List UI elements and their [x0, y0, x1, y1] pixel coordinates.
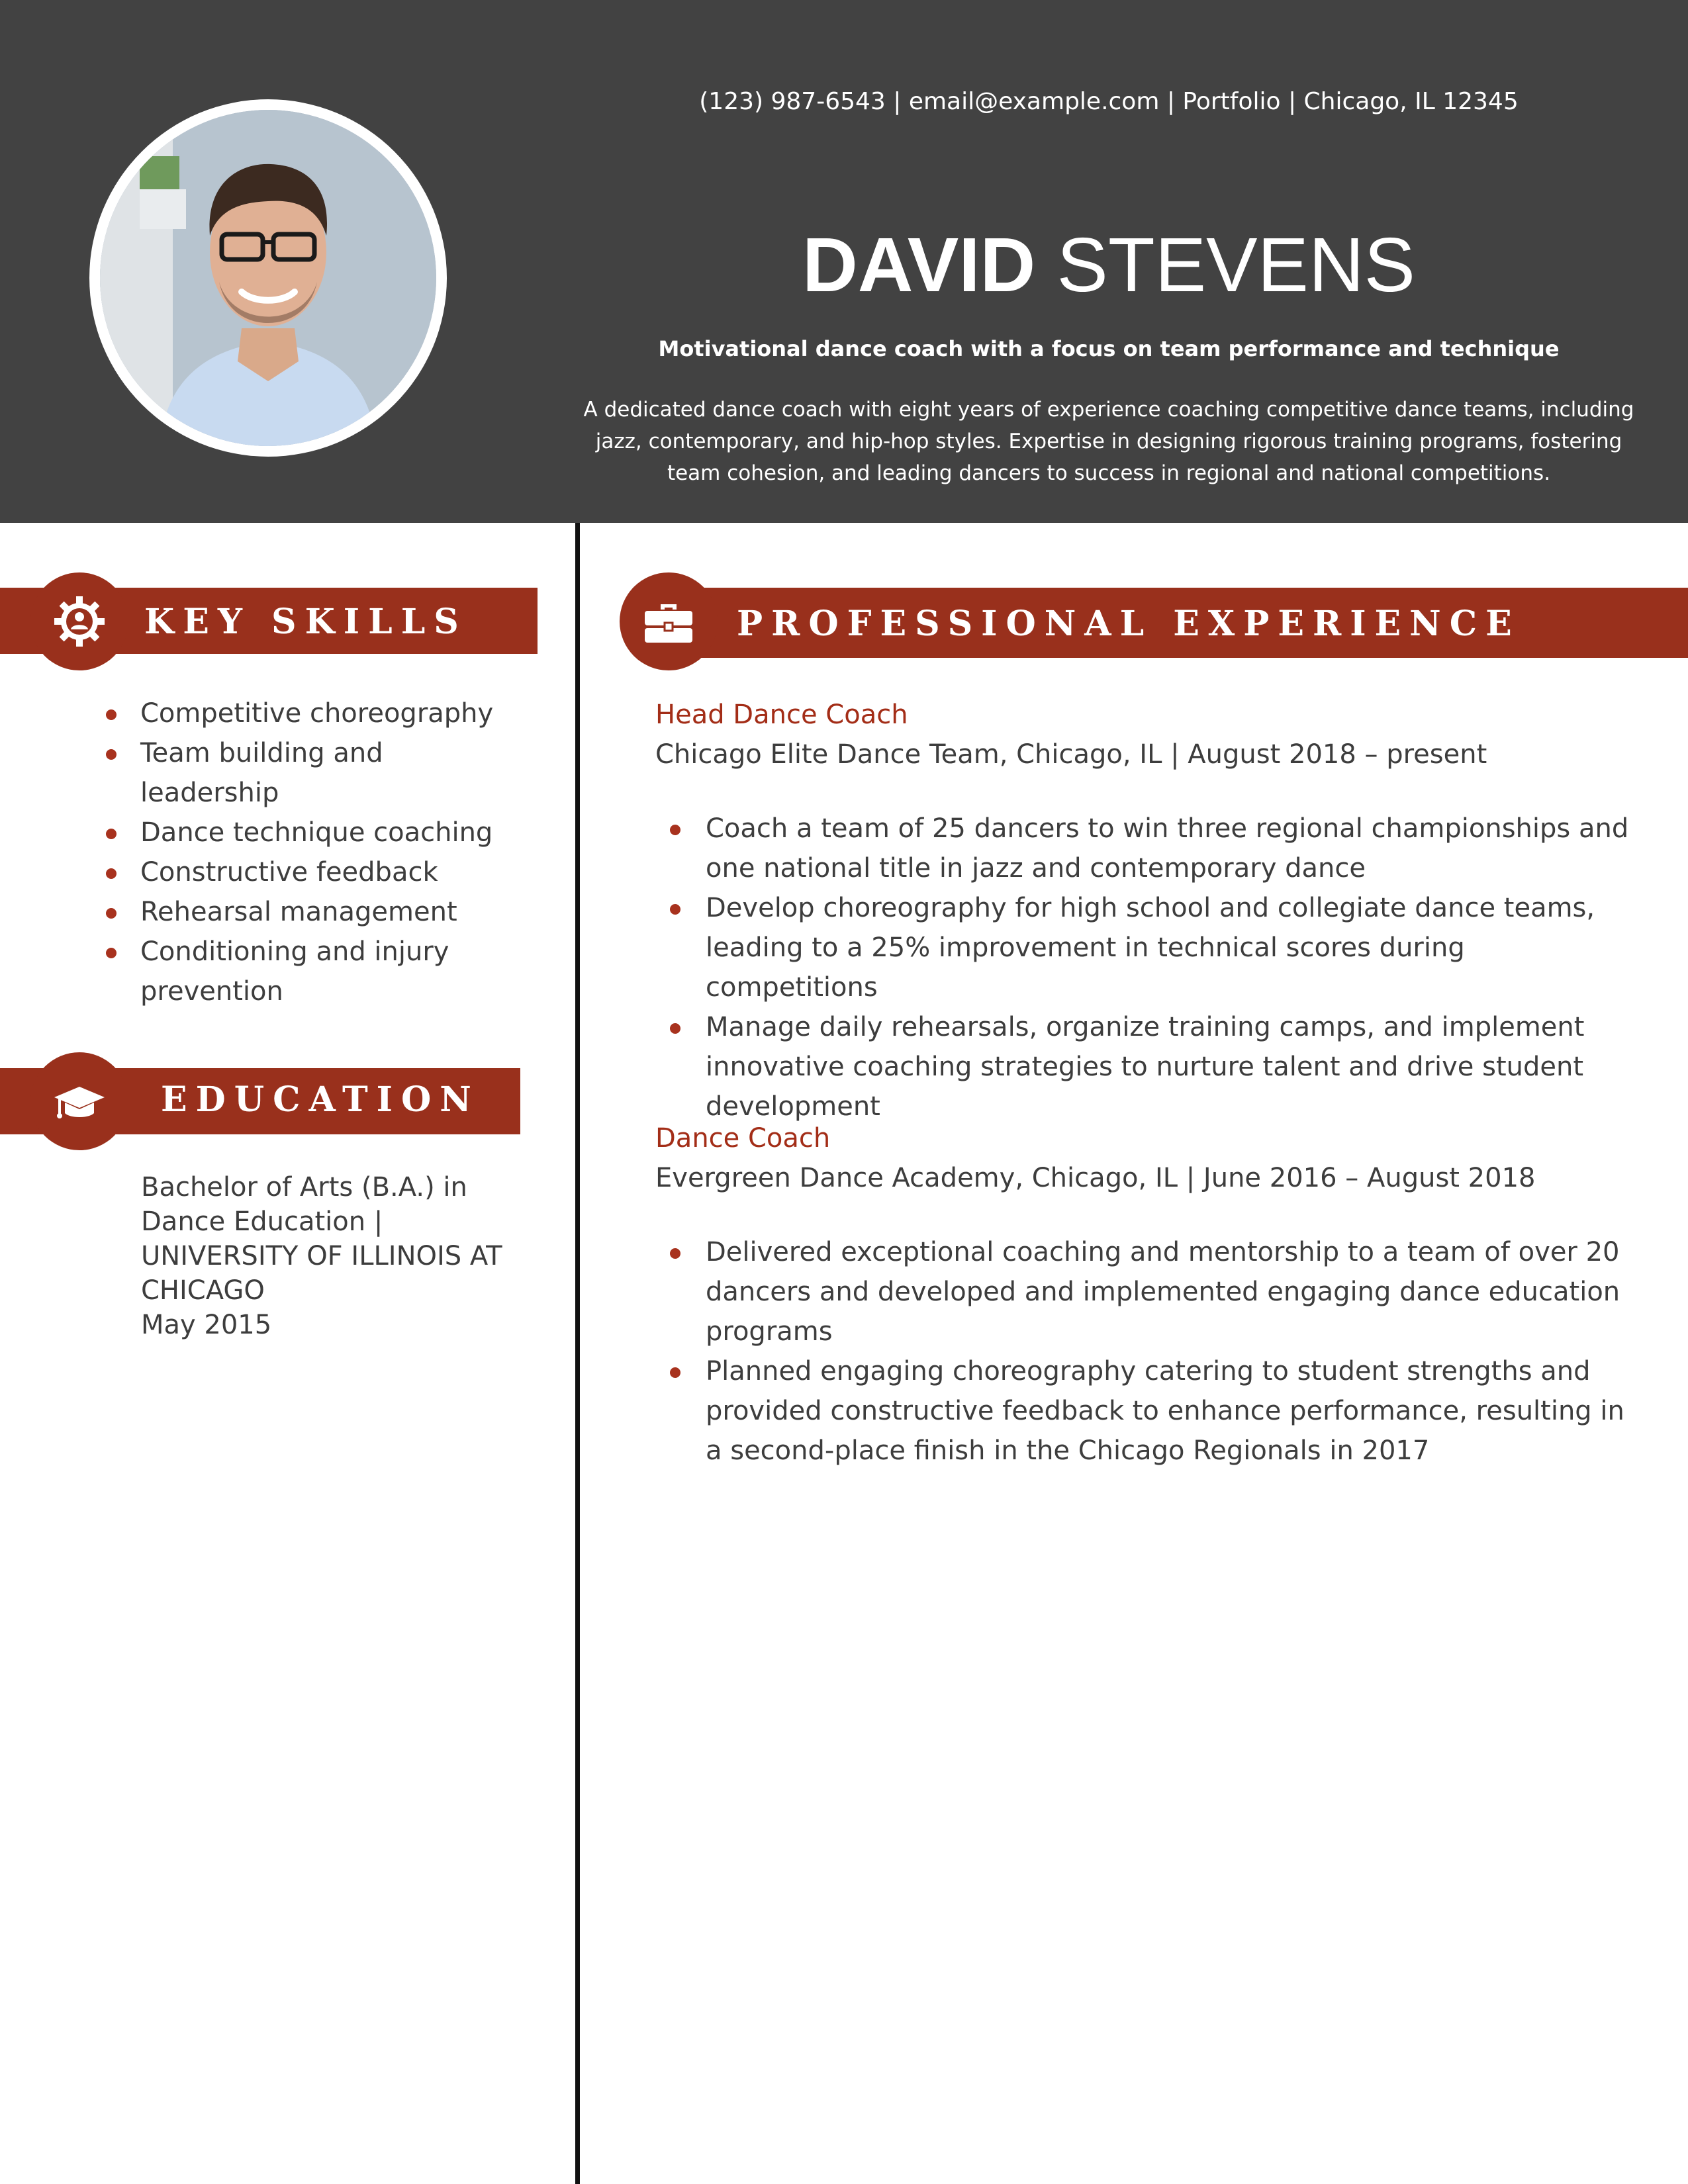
skill-item: Competitive choreography [106, 694, 543, 733]
skills-list [106, 694, 543, 1011]
resume-header [0, 0, 1688, 523]
column-divider [575, 523, 580, 2184]
skill-item: Conditioning and injury prevention [106, 932, 485, 1011]
profile-photo [100, 110, 436, 446]
skills-badge [30, 572, 128, 670]
skills-title: KEY SKILLS [144, 602, 467, 642]
experience-badge [620, 572, 718, 670]
job-title: Dance Coach [655, 1123, 831, 1154]
photo-frame [89, 99, 447, 457]
contact-line: (123) 987-6543 | email@example.com | Portfolio | Chicago, IL 12345 [699, 88, 1519, 115]
graduation-date: May 2015 [141, 1310, 272, 1340]
profile-photo-image [100, 110, 436, 446]
school: UNIVERSITY OF ILLINOIS AT CHICAGO [141, 1241, 502, 1306]
skill-item: Constructive feedback [106, 852, 543, 892]
job-bullet: Planned engaging choreography catering to student strengths and provided constructive feedback to enhance performance, resulting in a second-place finish in the Chicago Regionals in 2017 [662, 1351, 1642, 1471]
candidate-name [556, 218, 1662, 311]
summary: A dedicated dance coach with eight years of experience coaching competitive dance teams, including jazz, contemporary, and hip-hop styles. Expertise in designing rigorous training programs, fostering team cohesion, and leading dancers to success in regional and national competitions. [583, 398, 1634, 485]
briefcase-icon [642, 595, 695, 648]
skill-item: Rehearsal management [106, 892, 543, 932]
job-bullets [662, 1232, 1642, 1471]
job-title: Head Dance Coach [655, 700, 908, 730]
job-bullet: Develop choreography for high school and collegiate dance teams, leading to a 25% improvement in technical scores during competitions [662, 888, 1642, 1007]
experience-title: PROFESSIONAL EXPERIENCE [737, 604, 1521, 644]
job-bullets [662, 809, 1642, 1126]
first-name: DAVID [802, 222, 1036, 308]
education-entry [141, 1170, 538, 1342]
job-bullet: Coach a team of 25 dancers to win three regional championships and one national title in jazz and contemporary dance [662, 809, 1642, 888]
education-title: EDUCATION [161, 1079, 480, 1120]
graduation-cap-icon [53, 1075, 106, 1128]
degree: Bachelor of Arts (B.A.) in Dance Education | [141, 1172, 467, 1237]
gear-person-icon [53, 595, 106, 648]
skill-item: Team building and leadership [106, 733, 432, 813]
job-meta: Evergreen Dance Academy, Chicago, IL | June 2016 – August 2018 [655, 1163, 1536, 1193]
job-bullet: Manage daily rehearsals, organize training camps, and implement innovative coaching strategies to nurture talent and drive student development [662, 1007, 1642, 1126]
last-name: STEVENS [1056, 222, 1416, 308]
skill-item: Dance technique coaching [106, 813, 543, 852]
education-badge [30, 1052, 128, 1150]
job-bullet: Delivered exceptional coaching and mentorship to a team of over 20 dancers and developed and implemented engaging dance education programs [662, 1232, 1642, 1351]
job-meta: Chicago Elite Dance Team, Chicago, IL | August 2018 – present [655, 739, 1487, 770]
tagline: Motivational dance coach with a focus on team performance and technique [658, 336, 1560, 361]
